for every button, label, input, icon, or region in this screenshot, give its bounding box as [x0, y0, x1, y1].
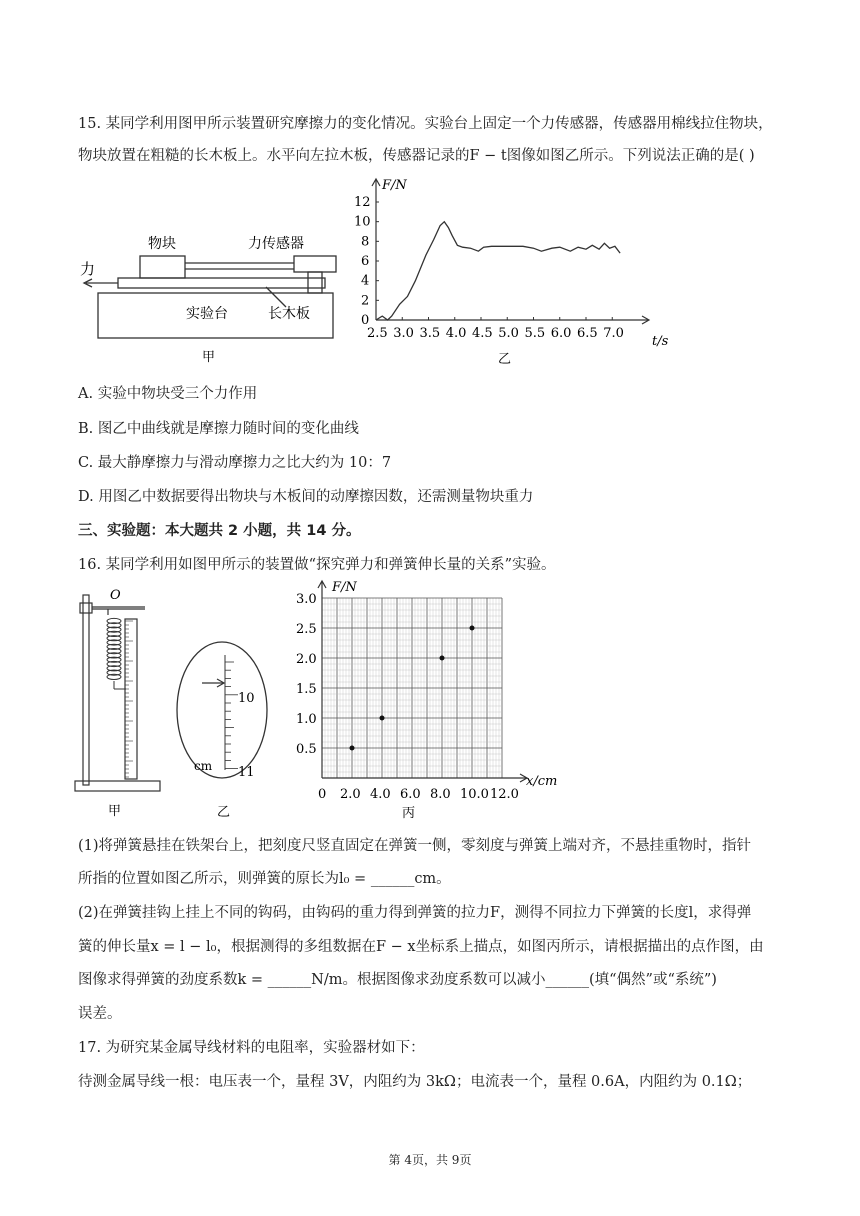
fx-ytick-label: 2.5 [296, 622, 317, 637]
caption-bing: 丙 [402, 806, 416, 820]
fx-ytick-label: 1.0 [296, 712, 317, 727]
section-3-heading: 三、实验题：本大题共 2 小题，共 14 分。 [78, 523, 361, 539]
ft-series-line [376, 222, 620, 320]
ft-xtick-label: 4.5 [472, 326, 493, 341]
fx-data-point [380, 716, 385, 721]
long-board [118, 278, 325, 288]
caption-yi-16: 乙 [217, 805, 231, 820]
q17-stem: 17. 为研究某金属导线材料的电阻率，实验器材如下： [78, 1040, 425, 1056]
ft-xtick-label: 5.0 [498, 326, 519, 341]
label-table: 实验台 [186, 306, 228, 322]
ft-ylabel: F/N [382, 178, 407, 193]
ft-xtick-label: 6.5 [577, 326, 598, 341]
fx-data-point [470, 626, 475, 631]
ft-ytick-label: 10 [354, 214, 371, 230]
zoom-unit-cm: cm [194, 759, 213, 773]
fx-ytick-label: 0.5 [296, 742, 317, 757]
ft-xtick-label: 3.0 [393, 326, 414, 341]
q15-option-a: A. 实验中物块受三个力作用 [78, 386, 258, 402]
q15-figure-apparatus [78, 225, 353, 365]
label-origin-o: O [110, 588, 121, 603]
q16-figure-stand [70, 585, 170, 820]
caption-yi: 乙 [498, 352, 512, 367]
ft-xtick-label: 7.0 [603, 326, 624, 341]
fx-xtick-label: 6.0 [400, 787, 421, 802]
fx-ytick-label: 1.5 [296, 682, 317, 697]
label-block: 物块 [148, 236, 176, 252]
q15-option-c: C. 最大静摩擦力与滑动摩擦力之比大约为 10：7 [78, 455, 392, 471]
q15-stem-line-1: 15. 某同学利用图甲所示装置研究摩擦力的变化情况。实验台上固定一个力传感器，传感器用棉线拉住物块， [78, 116, 773, 132]
ft-xlabel: t/s [652, 334, 669, 349]
force-sensor [294, 256, 336, 272]
q16-figure-ruler-zoom [172, 640, 272, 820]
label-sensor: 力传感器 [248, 236, 304, 252]
ft-xtick-label: 6.0 [550, 326, 572, 341]
q15-stem-line-2: 物块放置在粗糙的长木板上。水平向左拉木板，传感器记录的F − t图像如图乙所示。下列说法正确的是( ) [78, 148, 755, 164]
fx-ytick-label: 3.0 [296, 592, 317, 607]
q16-part1-line-2: 所指的位置如图乙所示，则弹簧的原长为l₀ = ______cm。 [78, 871, 451, 887]
q17-line-2: 待测金属导线一根：电压表一个，量程 3V，内阻约为 3kΩ；电流表一个，量程 0.6A，内阻约为 0.1Ω； [78, 1074, 752, 1090]
ft-ytick-label: 4 [361, 273, 370, 289]
fx-xlabel: x/cm [526, 774, 558, 789]
caption-jia: 甲 [202, 350, 216, 365]
q15-figure-ft-graph [352, 172, 682, 367]
ft-ytick-label: 8 [361, 234, 370, 250]
block [140, 256, 185, 278]
q15-option-d: D. 用图乙中数据要得出物块与木板间的动摩擦因数，还需测量物块重力 [78, 489, 534, 505]
fx-data-point [440, 656, 445, 661]
caption-jia-16: 甲 [108, 804, 122, 819]
ft-xtick-label: 2.5 [367, 326, 388, 341]
q16-part2-line-4: 误差。 [78, 1006, 122, 1022]
q16-part2-line-3: 图像求得弹簧的劲度系数k = ______N/m。根据图像求劲度系数可以减小______(填“偶然”或“系统”) [78, 972, 717, 988]
q16-part2-line-2: 簧的伸长量x = l − l₀，根据测得的多组数据在F − x坐标系上描点，如图丙所示，请根据描出的点作图，由 [78, 939, 764, 955]
ft-xtick-label: 5.5 [524, 326, 546, 341]
label-board: 长木板 [268, 306, 310, 322]
fx-xtick-label: 2.0 [340, 787, 361, 802]
ruler-jia [125, 619, 137, 779]
q15-option-b: B. 图乙中曲线就是摩擦力随时间的变化曲线 [78, 421, 359, 437]
fx-xtick-label: 0 [318, 787, 327, 802]
fx-xtick-label: 12.0 [490, 787, 519, 802]
label-force: 力 [80, 260, 96, 278]
ft-xtick-label: 4.0 [445, 326, 467, 341]
q16-part2-line-1: (2)在弹簧挂钩上挂上不同的钩码，由钩码的重力得到弹簧的拉力F，测得不同拉力下弹簧的长度l，求得弹 [78, 905, 752, 921]
fx-xtick-label: 8.0 [430, 787, 451, 802]
fx-xtick-label: 10.0 [460, 787, 489, 802]
zoom-tick-10: 10 [238, 691, 255, 706]
ft-ytick-label: 2 [361, 293, 370, 309]
q16-part1-line-1: (1)将弹簧悬挂在铁架台上，把刻度尺竖直固定在弹簧一侧，零刻度与弹簧上端对齐，不悬挂重物时，指针 [78, 838, 752, 854]
q16-stem: 16. 某同学利用如图甲所示的装置做“探究弹力和弹簧伸长量的关系”实验。 [78, 557, 556, 573]
fx-ytick-label: 2.0 [296, 652, 317, 667]
ft-xtick-label: 3.5 [419, 326, 441, 341]
ft-ytick-label: 6 [361, 254, 370, 269]
ft-ytick-label: 0 [361, 313, 370, 328]
q16-figure-fx-graph [290, 575, 570, 820]
fx-ylabel: F/N [332, 580, 357, 595]
fx-data-point [350, 746, 355, 751]
fx-xtick-label: 4.0 [370, 787, 391, 802]
zoom-tick-11: 11 [238, 765, 255, 780]
ft-ytick-label: 12 [354, 195, 371, 210]
sensor-post [308, 272, 322, 293]
page-footer: 第 4页，共 9页 [388, 1153, 472, 1167]
